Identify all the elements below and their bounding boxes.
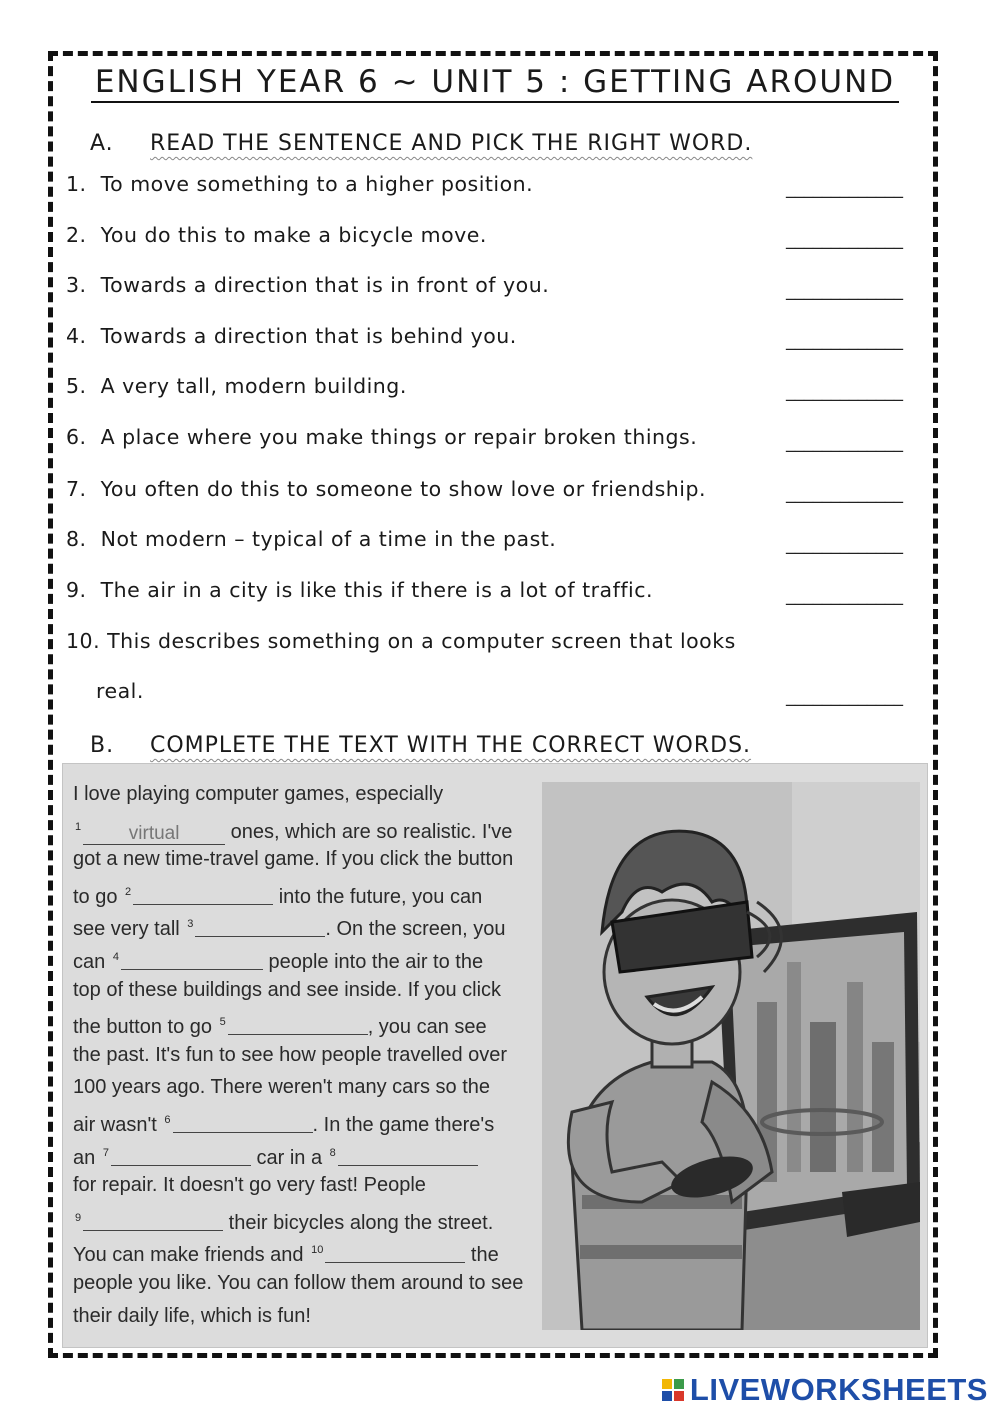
- gap-6[interactable]: [173, 1112, 313, 1133]
- answer-blank-2[interactable]: _____________: [786, 229, 903, 250]
- question-4: 4. Towards a direction that is behind you.: [66, 324, 517, 348]
- question-3: 3. Towards a direction that is in front of you.: [66, 273, 550, 297]
- answer-blank-3[interactable]: _____________: [786, 280, 903, 301]
- question-5: 5. A very tall, modern building.: [66, 374, 407, 398]
- gap-9[interactable]: [83, 1210, 223, 1231]
- liveworksheets-badge-icon: [662, 1379, 684, 1401]
- answer-blank-8[interactable]: _____________: [786, 534, 903, 555]
- passage-text: I love playing computer games, especially $^1$ virtual ones, which are so realistic. I've got a new time-travel game. If you click the button to go $^2$ into the future, you can see very tall $^3$ . On the screen, you can $^4$ people into the air to the top of these buildings and see inside. If you click the button to go $^5$ , you can see the past. It's fun to see how people travelled over 100 years ago. There weren't many cars so the air wasn't $^6$ . In the game there's an $^7$ car in a $^8$ for repair. It doesn't go very fast! People $^9$ their bicycles along the street. You can make friends and $^{10}$ the people you like. You can follow them around to see their daily life, which is fun!: [73, 783, 524, 1327]
- question-10-continued: real.: [96, 679, 144, 703]
- section-b-letter: B.: [90, 733, 115, 758]
- answer-blank-9[interactable]: _____________: [786, 585, 903, 606]
- section-b-title: COMPLETE THE TEXT WITH THE CORRECT WORDS.: [150, 733, 752, 758]
- page-title: ENGLISH YEAR 6 ~ UNIT 5 : GETTING AROUND: [0, 64, 990, 100]
- question-8: 8. Not modern – typical of a time in the past.: [66, 527, 557, 551]
- gap-8[interactable]: [338, 1145, 478, 1166]
- question-1: 1. To move something to a higher position.: [66, 172, 534, 196]
- liveworksheets-wordmark: LIVEWORKSHEETS: [689, 1372, 988, 1407]
- question-9: 9. The air in a city is like this if there is a lot of traffic.: [66, 578, 654, 602]
- example-answer: virtual: [83, 824, 225, 845]
- question-2: 2. You do this to make a bicycle move.: [66, 223, 487, 247]
- answer-blank-6[interactable]: _____________: [786, 432, 903, 453]
- section-a-heading: [90, 131, 752, 156]
- answer-blank-1[interactable]: _____________: [786, 178, 903, 199]
- answer-blank-7[interactable]: _____________: [786, 483, 903, 504]
- question-6: 6. A place where you make things or repair broken things.: [66, 425, 698, 449]
- answer-blank-5[interactable]: _____________: [786, 381, 903, 402]
- section-a-letter: A.: [90, 131, 114, 156]
- gap-2[interactable]: [133, 884, 273, 905]
- gap-5[interactable]: [228, 1014, 368, 1035]
- answer-blank-4[interactable]: _____________: [786, 330, 903, 351]
- section-a-title: READ THE SENTENCE AND PICK THE RIGHT WORD.: [150, 131, 753, 156]
- gap-3[interactable]: [195, 916, 325, 937]
- boy-vr-headset-illustration-icon: [542, 782, 920, 1330]
- question-7: 7. You often do this to someone to show love or friendship.: [66, 477, 707, 501]
- answer-blank-10[interactable]: _____________: [786, 686, 903, 707]
- gap-7[interactable]: [111, 1145, 251, 1166]
- section-b-heading: [90, 733, 751, 758]
- question-10: 10. This describes something on a computer screen that looks: [66, 629, 736, 653]
- liveworksheets-logo: [662, 1372, 988, 1408]
- gap-10[interactable]: [325, 1242, 465, 1263]
- gap-4[interactable]: [121, 949, 263, 970]
